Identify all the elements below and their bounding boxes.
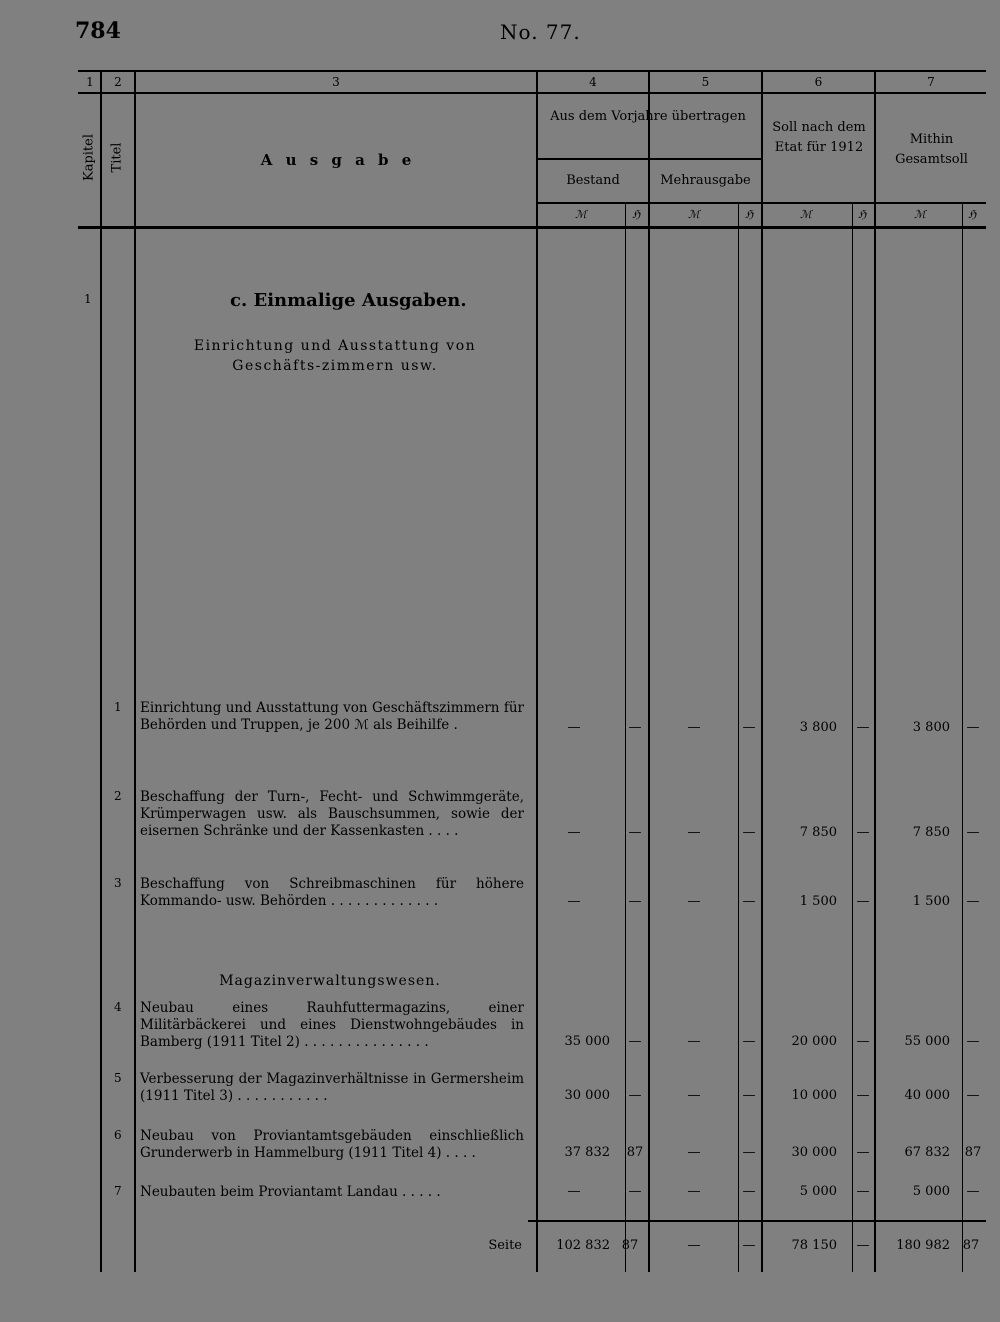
column-number: 2 [114,75,122,89]
cell-soll: 1 500 [799,894,837,909]
column-number: 4 [589,75,597,89]
cell-soll-pf: — [856,1145,870,1160]
cell-gesamt-pf: — [966,1034,980,1049]
row-description: Neubau eines Rauhfuttermagazins, einer Militärbäckerei und eines Dienstwohngebäudes in Bamberg (1911 Titel 2) . . . . . . . . . . . . . . . [140,1000,524,1050]
section-title: c. Einmalige Ausgaben. [230,290,467,311]
column-number: 3 [332,75,340,89]
unit-pfennig: ℌ [745,208,754,221]
titel-number: 2 [114,789,122,803]
header-vorjahr: Aus dem Vorjahre übertragen [550,109,746,124]
cell-bestand: — [567,1184,581,1199]
cell-soll-pf: — [856,825,870,840]
cell-gesamt: 55 000 [904,1034,950,1049]
cell-bestand-pf: — [628,720,642,735]
unit-mark: ℳ [688,208,700,221]
header-bestand: Bestand [566,173,620,188]
titel-number: 7 [114,1184,122,1198]
cell-gesamt: 7 850 [912,825,950,840]
header-soll: Soll nach dem Etat für 1912 [772,120,866,155]
cell-mehr-pf: — [742,1184,756,1199]
cell-soll-pf: — [856,894,870,909]
header-gesamtsoll: Mithin Gesamtsoll [895,132,968,167]
total-bestand-pf: 87 [621,1238,639,1253]
total-soll: 78 150 [791,1238,837,1253]
cell-soll: 20 000 [791,1034,837,1049]
cell-soll: 10 000 [791,1088,837,1103]
header-titel: Titel [109,142,125,173]
subsection-title: Magazinverwaltungswesen. [219,973,441,989]
column-number: 1 [86,75,94,89]
cell-bestand: 30 000 [564,1088,610,1103]
titel-number: 5 [114,1071,122,1085]
cell-bestand-pf: — [628,1088,642,1103]
row-description: Neubauten beim Proviantamt Landau . . . . . [140,1184,441,1200]
cell-soll: 3 800 [799,720,837,735]
total-bestand: 102 832 [556,1238,610,1253]
cell-mehr: — [687,720,701,735]
cell-gesamt: 40 000 [904,1088,950,1103]
cell-mehr-pf: — [742,720,756,735]
cell-gesamt-pf: — [966,720,980,735]
row-description: Beschaffung der Turn-, Fecht- und Schwimmgeräte, Krümperwagen usw. als Bauschsummen, sowie der eisernen Schränke und der Kassenkasten . . . . [140,789,524,839]
cell-bestand: 35 000 [564,1034,610,1049]
cell-soll: 5 000 [799,1184,837,1199]
row-description: Beschaffung von Schreibmaschinen für höhere Kommando- usw. Behörden . . . . . . . . . . . . . [140,876,524,909]
cell-gesamt-pf: — [966,1088,980,1103]
titel-number: 1 [114,700,122,714]
unit-pfennig: ℌ [858,208,867,221]
cell-mehr: — [687,825,701,840]
cell-gesamt-pf: — [966,1184,980,1199]
titel-number: 3 [114,876,122,890]
total-gesamt-pf: 87 [962,1238,980,1253]
cell-bestand: — [567,720,581,735]
cell-bestand-pf: — [628,1034,642,1049]
cell-bestand-pf: — [628,825,642,840]
cell-mehr: — [687,1145,701,1160]
total-mehr-pf: — [742,1238,756,1253]
cell-mehr: — [687,1034,701,1049]
column-number: 5 [701,75,710,89]
total-mehr: — [687,1238,701,1253]
header-mehrausgabe: Mehrausgabe [660,173,751,188]
cell-soll-pf: — [856,1088,870,1103]
titel-number: 4 [114,1000,122,1014]
unit-pfennig: ℌ [632,208,641,221]
cell-bestand-pf: 87 [626,1145,644,1160]
cell-mehr-pf: — [742,1034,756,1049]
cell-soll-pf: — [856,1034,870,1049]
cell-gesamt: 67 832 [904,1145,950,1160]
cell-gesamt-pf: — [966,894,980,909]
cell-bestand: 37 832 [564,1145,610,1160]
unit-mark: ℳ [800,208,812,221]
cell-gesamt: 3 800 [912,720,950,735]
cell-mehr: — [687,894,701,909]
section-subtitle: Einrichtung und Ausstattung von Geschäfts-zimmern usw. [193,338,477,374]
cell-gesamt: 5 000 [912,1184,950,1199]
cell-bestand-pf: — [628,894,642,909]
unit-pfennig: ℌ [968,208,977,221]
cell-soll-pf: — [856,720,870,735]
cell-mehr-pf: — [742,1088,756,1103]
cell-mehr-pf: — [742,894,756,909]
total-soll-pf: — [856,1238,870,1253]
document-number: No. 77. [500,20,581,44]
cell-bestand-pf: — [628,1184,642,1199]
cell-mehr-pf: — [742,825,756,840]
cell-soll: 30 000 [791,1145,837,1160]
total-label: Seite [488,1238,522,1253]
unit-mark: ℳ [575,208,587,221]
unit-mark: ℳ [914,208,926,221]
titel-number: 6 [114,1128,122,1142]
total-gesamt: 180 982 [896,1238,950,1253]
column-number: 6 [814,75,823,89]
header-ausgabe: A u s g a b e [260,151,416,169]
cell-soll-pf: — [856,1184,870,1199]
row-description: Einrichtung und Ausstattung von Geschäftszimmern für Behörden und Truppen, je 200 ℳ als Beihilfe . [140,700,524,733]
page-number: 784 [75,18,121,44]
cell-bestand: — [567,825,581,840]
row-description: Neubau von Proviantamtsgebäuden einschließlich Grunderwerb in Hammelburg (1911 Titel 4) . . . . [140,1128,524,1161]
cell-gesamt-pf: — [966,825,980,840]
header-kapitel: Kapitel [81,133,97,182]
cell-soll: 7 850 [799,825,837,840]
cell-mehr: — [687,1184,701,1199]
kapitel-number: 1 [84,292,92,306]
column-number: 7 [927,75,935,89]
cell-gesamt-pf: 87 [964,1145,982,1160]
cell-gesamt: 1 500 [912,894,950,909]
cell-mehr-pf: — [742,1145,756,1160]
cell-mehr: — [687,1088,701,1103]
row-description: Verbesserung der Magazinverhältnisse in Germersheim (1911 Titel 3) . . . . . . . . . . . [140,1071,524,1104]
cell-bestand: — [567,894,581,909]
